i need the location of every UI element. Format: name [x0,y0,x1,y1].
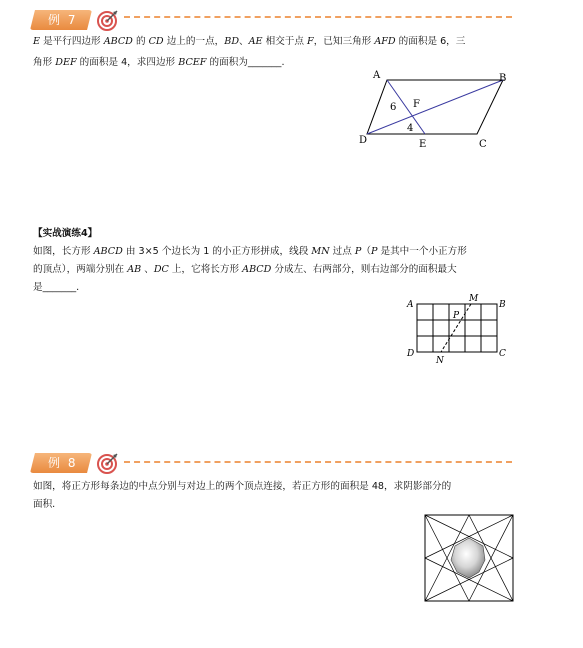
square-star-figure [421,512,521,604]
grid-rectangle-figure [404,292,514,368]
section-divider [124,16,512,18]
label-n: N [436,356,444,366]
practice4-line2 [33,261,553,279]
practice4-line1 [33,243,553,261]
label-a: A [373,70,381,81]
parallelogram-figure [355,64,515,158]
text-part: 相交于点 [262,36,308,47]
text-part: 、 [141,264,154,275]
label-m: M [469,294,479,304]
text-part: 是平行四边形 [40,36,104,47]
text-part: ABCD [242,264,272,275]
label-d: D [359,135,368,146]
text-part: 上，它将长方形 [168,264,243,275]
label-d: D [407,349,415,359]
area-label-6: 6 [390,102,397,113]
text-part: 的顶点），两端分别在 [33,264,128,275]
text-part: 过点 [329,246,355,257]
text-part: CD [148,36,164,47]
section-divider [124,461,512,463]
text-part: DC [153,264,169,275]
example8-question [33,478,553,514]
practice4-line3: 是_______. [33,282,80,293]
text-part: P [370,246,378,257]
text-part: 分成左、右两部分，则右边部分的面积最大 [271,264,457,275]
text-part: AB [127,264,142,275]
text-part: ABCD [103,36,133,47]
label-c: C [499,349,506,359]
text-part: DEF [55,57,77,68]
target-icon [96,8,120,32]
text-part: BCEF [178,57,207,68]
label-b: B [499,73,507,84]
example8-label: 例 8 [48,456,78,470]
text-part: 边上的一点， [163,36,225,47]
practice4-title: 【实战演练4】 [33,228,98,239]
label-c: C [479,139,487,150]
text-part: BD [224,36,240,47]
diagonal-bd [367,80,503,134]
example7-label: 例 7 [48,13,78,27]
text-part: E [33,36,41,47]
text-part: 角形 [33,57,56,68]
example8-line1: 如图，将正方形每条边的中点分别与对边上的两个顶点连接，若正方形的面积是 48，求阴影部分的 [33,481,452,492]
label-e: E [419,139,427,150]
text-part: ABCD [93,246,123,257]
text-part: 的面积为_______. [206,57,285,68]
label-a: A [407,300,414,310]
text-part: F [307,36,314,47]
example8-badge [30,449,122,479]
label-p: P [453,311,460,321]
text-part: （ [361,246,371,257]
text-part: 的 [132,36,149,47]
text-part: 如图，长方形 [33,246,94,257]
example8-line2: 面积. [33,499,56,510]
text-part: 的面积是 6，三 [395,36,466,47]
text-part: P [354,246,362,257]
text-part: AE [248,36,263,47]
text-part: ，已知三角形 [313,36,375,47]
text-part: 的面积是 4，求四边形 [76,57,179,68]
text-part: 是其中一个小正方形 [377,246,467,257]
text-part: 、 [239,36,249,47]
label-b: B [499,300,506,310]
target-icon [96,451,120,475]
text-part: 由 3×5 个边长为 1 的小正方形拼成，线段 [122,246,312,257]
example7-line1 [33,31,553,52]
practice4-question [33,225,553,297]
text-part: AFD [374,36,396,47]
text-part: MN [311,246,330,257]
area-label-4: 4 [407,123,414,134]
label-f: F [413,99,420,110]
